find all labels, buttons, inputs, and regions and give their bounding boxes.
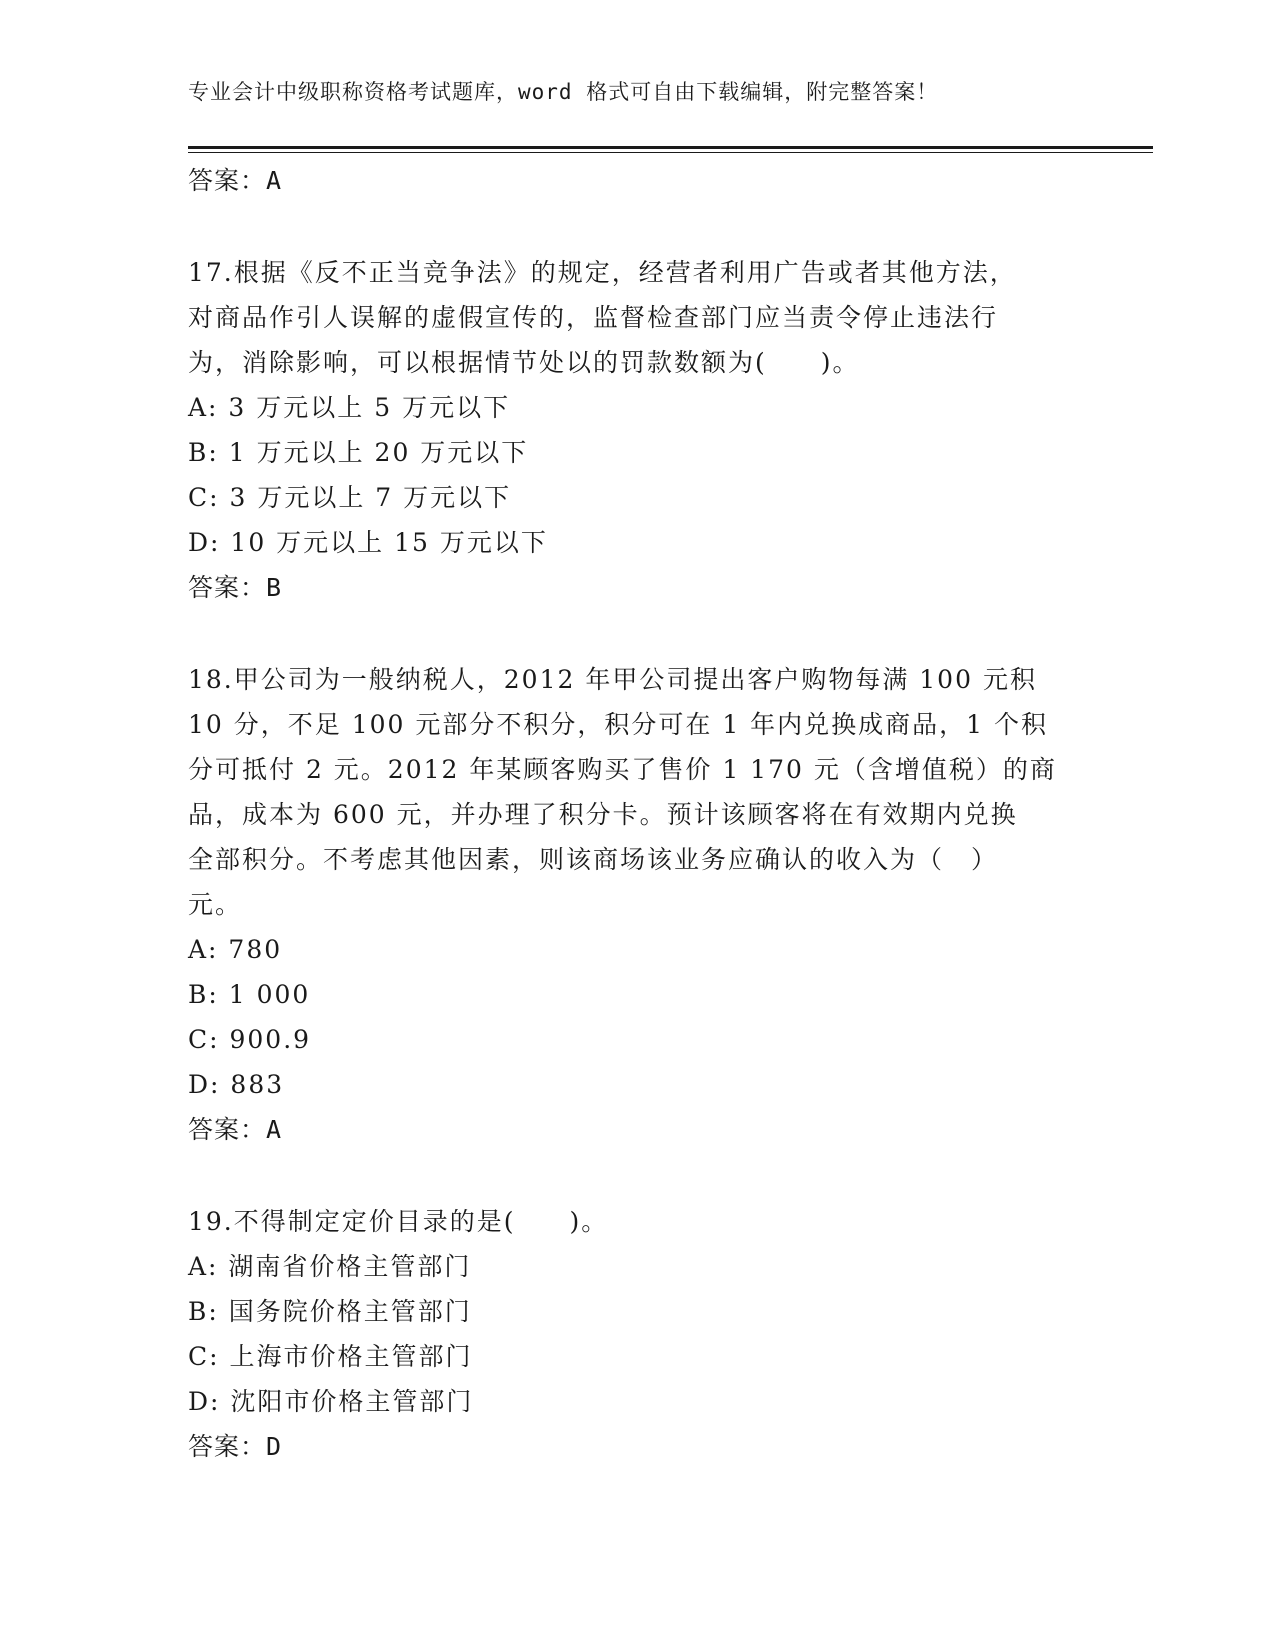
option-b: B: 1 万元以上 20 万元以下 <box>188 438 529 467</box>
question-stem-line: 18.甲公司为一般纳税人，2012 年甲公司提出客户购物每满 100 元积 <box>188 665 1037 694</box>
question-17 <box>188 250 1068 610</box>
question-stem-line: 10 分，不足 100 元部分不积分，积分可在 1 年内兑换成商品，1 个积 <box>188 710 1049 739</box>
question-18 <box>188 657 1068 1152</box>
answer: 答案：B <box>188 573 283 602</box>
spacer <box>188 610 1068 657</box>
option-d: D: 10 万元以上 15 万元以下 <box>188 528 548 557</box>
option-b: B: 国务院价格主管部门 <box>188 1297 472 1326</box>
question-stem-line: 品，成本为 600 元，并办理了积分卡。预计该顾客将在有效期内兑换 <box>188 800 1018 829</box>
option-c: C: 3 万元以上 7 万元以下 <box>188 483 512 512</box>
option-a: A: 3 万元以上 5 万元以下 <box>188 393 511 422</box>
answer: 答案：D <box>188 1432 283 1461</box>
option-a: A: 湖南省价格主管部门 <box>188 1252 472 1281</box>
document-body <box>188 158 1068 1469</box>
question-stem-line: 对商品作引人误解的虚假宣传的，监督检查部门应当责令停止违法行 <box>188 303 999 332</box>
question-stem-line: 全部积分。不考虑其他因素，则该商场该业务应确认的收入为（ ） <box>188 845 999 874</box>
option-b: B: 1 000 <box>188 980 311 1009</box>
spacer <box>188 1152 1068 1199</box>
option-a: A: 780 <box>188 935 283 964</box>
option-d: D: 沈阳市价格主管部门 <box>188 1387 474 1416</box>
question-stem-line: 元。 <box>188 890 243 919</box>
question-stem-line: 17.根据《反不正当竞争法》的规定，经营者利用广告或者其他方法， <box>188 258 1017 287</box>
question-stem-line: 分可抵付 2 元。2012 年某顾客购买了售价 1 170 元（含增值税）的商 <box>188 755 1057 784</box>
answer: 答案：A <box>188 1115 283 1144</box>
spacer <box>188 203 1068 250</box>
option-c: C: 上海市价格主管部门 <box>188 1342 473 1371</box>
question-stem-line: 为，消除影响，可以根据情节处以的罚款数额为( )。 <box>188 348 860 377</box>
question-stem-line: 19.不得制定定价目录的是( )。 <box>188 1207 609 1236</box>
header-rule-thick <box>188 146 1153 149</box>
option-c: C: 900.9 <box>188 1025 312 1054</box>
question-19 <box>188 1199 1068 1469</box>
previous-answer: 答案：A <box>188 166 283 195</box>
header-rule-thin <box>188 152 1153 153</box>
page-header: 专业会计中级职称资格考试题库，word 格式可自由下载编辑，附完整答案！ <box>188 80 939 104</box>
option-d: D: 883 <box>188 1070 285 1099</box>
